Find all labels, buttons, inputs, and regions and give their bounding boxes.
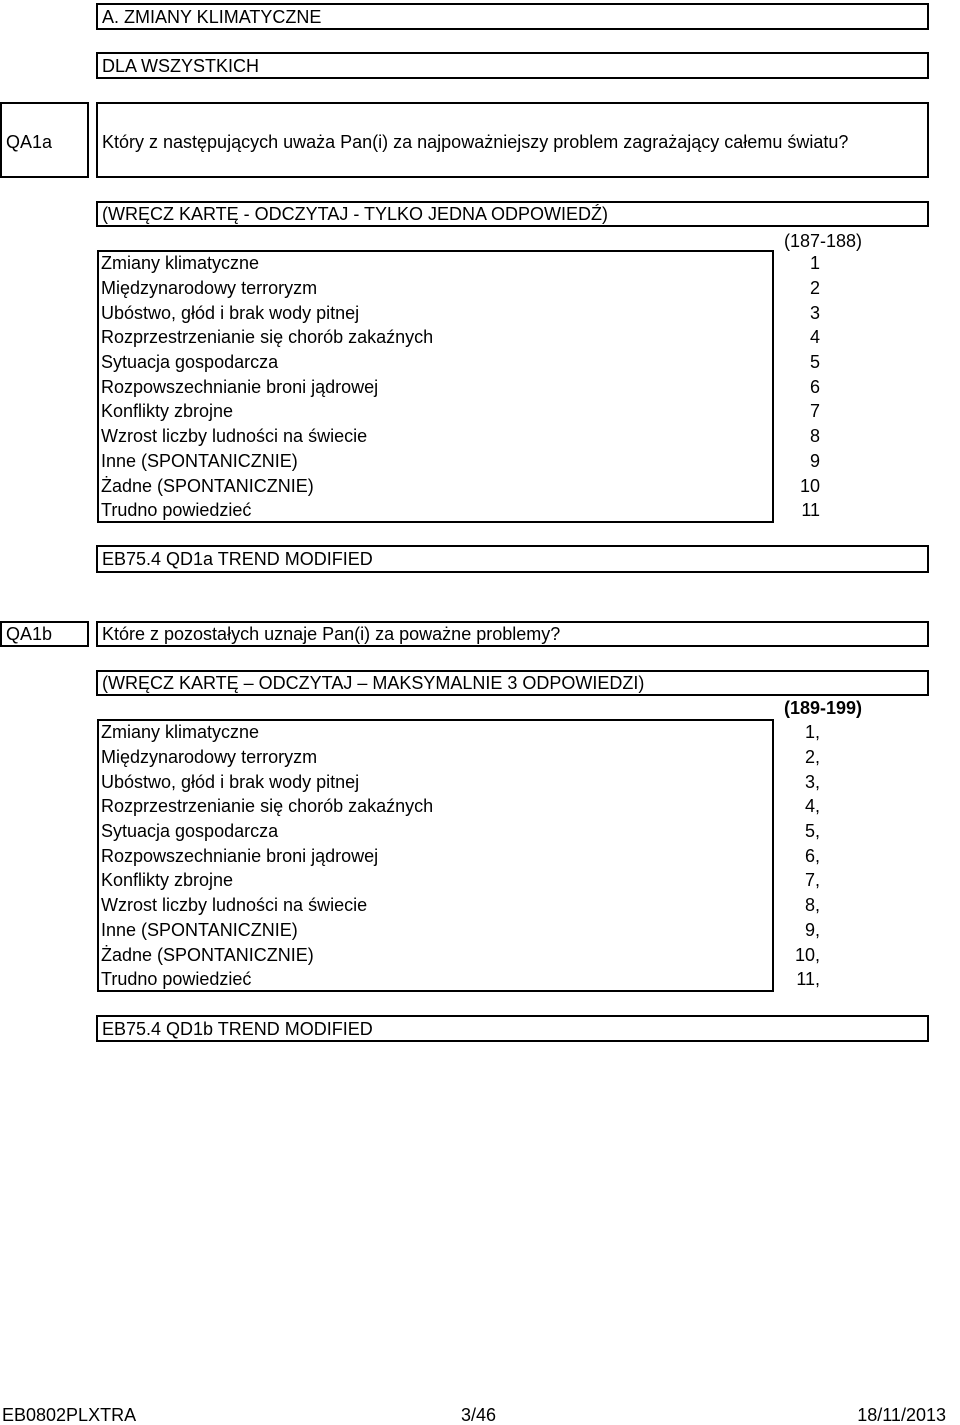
option-label: Trudno powiedzieć [101,500,252,520]
option-code: 5, [804,821,820,841]
option-label: Sytuacja gospodarcza [101,352,279,372]
option-code: 1 [809,253,820,273]
option-code: 4, [804,796,820,816]
option-code: 3 [809,303,820,323]
qa1b-id-box [0,621,89,647]
option-label: Zmiany klimatyczne [101,722,260,742]
qa1b-trend: EB75.4 QD1b TREND MODIFIED [102,1018,373,1039]
option-code: 2, [804,747,820,767]
option-label: Zmiany klimatyczne [101,253,260,273]
option-code: 6 [809,377,820,397]
option-label: Wzrost liczby ludności na świecie [101,895,368,915]
footer-doc-id: EB0802PLXTRA [2,1405,137,1425]
footer-date: 18/11/2013 [857,1405,946,1425]
option-label: Inne (SPONTANICZNIE) [101,451,298,471]
option-label: Inne (SPONTANICZNIE) [101,920,298,940]
option-code: 10, [794,945,820,965]
qa1b-instruction: (WRĘCZ KARTĘ – ODCZYTAJ – MAKSYMALNIE 3 ODPOWIEDZI) [102,673,645,693]
option-code: 11 [801,500,820,520]
option-code: 8 [809,426,820,446]
option-code: 5 [809,352,820,372]
option-code: 4 [809,327,820,347]
option-label: Rozpowszechnianie broni jądrowej [101,846,379,866]
option-code: 9, [804,920,820,940]
option-label: Konflikty zbrojne [101,401,234,421]
option-code: 7 [809,401,820,421]
qa1a-instruction-box [96,201,929,227]
option-code: 8, [804,895,820,915]
option-label: Żadne (SPONTANICZNIE) [101,476,314,496]
qa1b-instruction-box [96,670,929,696]
option-label: Rozprzestrzenianie się chorób zakaźnych [101,327,434,347]
qa1b-id: QA1b [6,624,53,644]
option-label: Trudno powiedzieć [101,969,252,989]
qa1b-trend-box [96,1015,929,1042]
option-label: Konflikty zbrojne [101,870,234,890]
option-label: Żadne (SPONTANICZNIE) [101,945,314,965]
qa1a-id: QA1a [6,132,53,152]
option-code: 1, [804,722,820,742]
option-code: 6, [804,846,820,866]
qa1a-trend: EB75.4 QD1a TREND MODIFIED [102,549,373,569]
footer-page-number: 3/46 [461,1405,497,1425]
qa1a-question: Który z następujących uważa Pan(i) za najpoważniejszy problem zagrażający całemu światu? [102,132,849,152]
qa1a-id-box [0,102,89,178]
option-label: Wzrost liczby ludności na świecie [101,426,368,446]
option-code: 2 [809,278,820,298]
qa1b-question: Które z pozostałych uznaje Pan(i) za poważne problemy? [102,624,561,644]
option-label: Rozpowszechnianie broni jądrowej [101,377,379,397]
qa1a-range: (187-188) [783,231,862,251]
audience-label: DLA WSZYSTKICH [102,55,260,76]
qa1a-question-box [96,102,929,178]
section-title-box [96,3,929,30]
qa1b-question-box [96,621,929,647]
option-code: 3, [804,772,820,792]
qa1a-trend-box [96,545,929,573]
qa1b-range: (189-199) [783,698,862,718]
qa1a-instruction: (WRĘCZ KARTĘ - ODCZYTAJ - TYLKO JEDNA ODPOWIEDŹ) [102,204,609,224]
option-label: Międzynarodowy terroryzm [101,278,318,298]
option-label: Ubóstwo, głód i brak wody pitnej [101,303,360,323]
option-code: 9 [809,451,820,471]
option-label: Sytuacja gospodarcza [101,821,279,841]
option-label: Ubóstwo, głód i brak wody pitnej [101,772,360,792]
option-code: 10 [799,476,820,496]
audience-box [96,52,929,79]
option-label: Międzynarodowy terroryzm [101,747,318,767]
option-code: 11, [796,969,820,989]
option-label: Rozprzestrzenianie się chorób zakaźnych [101,796,434,816]
option-code: 7, [804,870,820,890]
section-title: A. ZMIANY KLIMATYCZNE [102,6,322,27]
